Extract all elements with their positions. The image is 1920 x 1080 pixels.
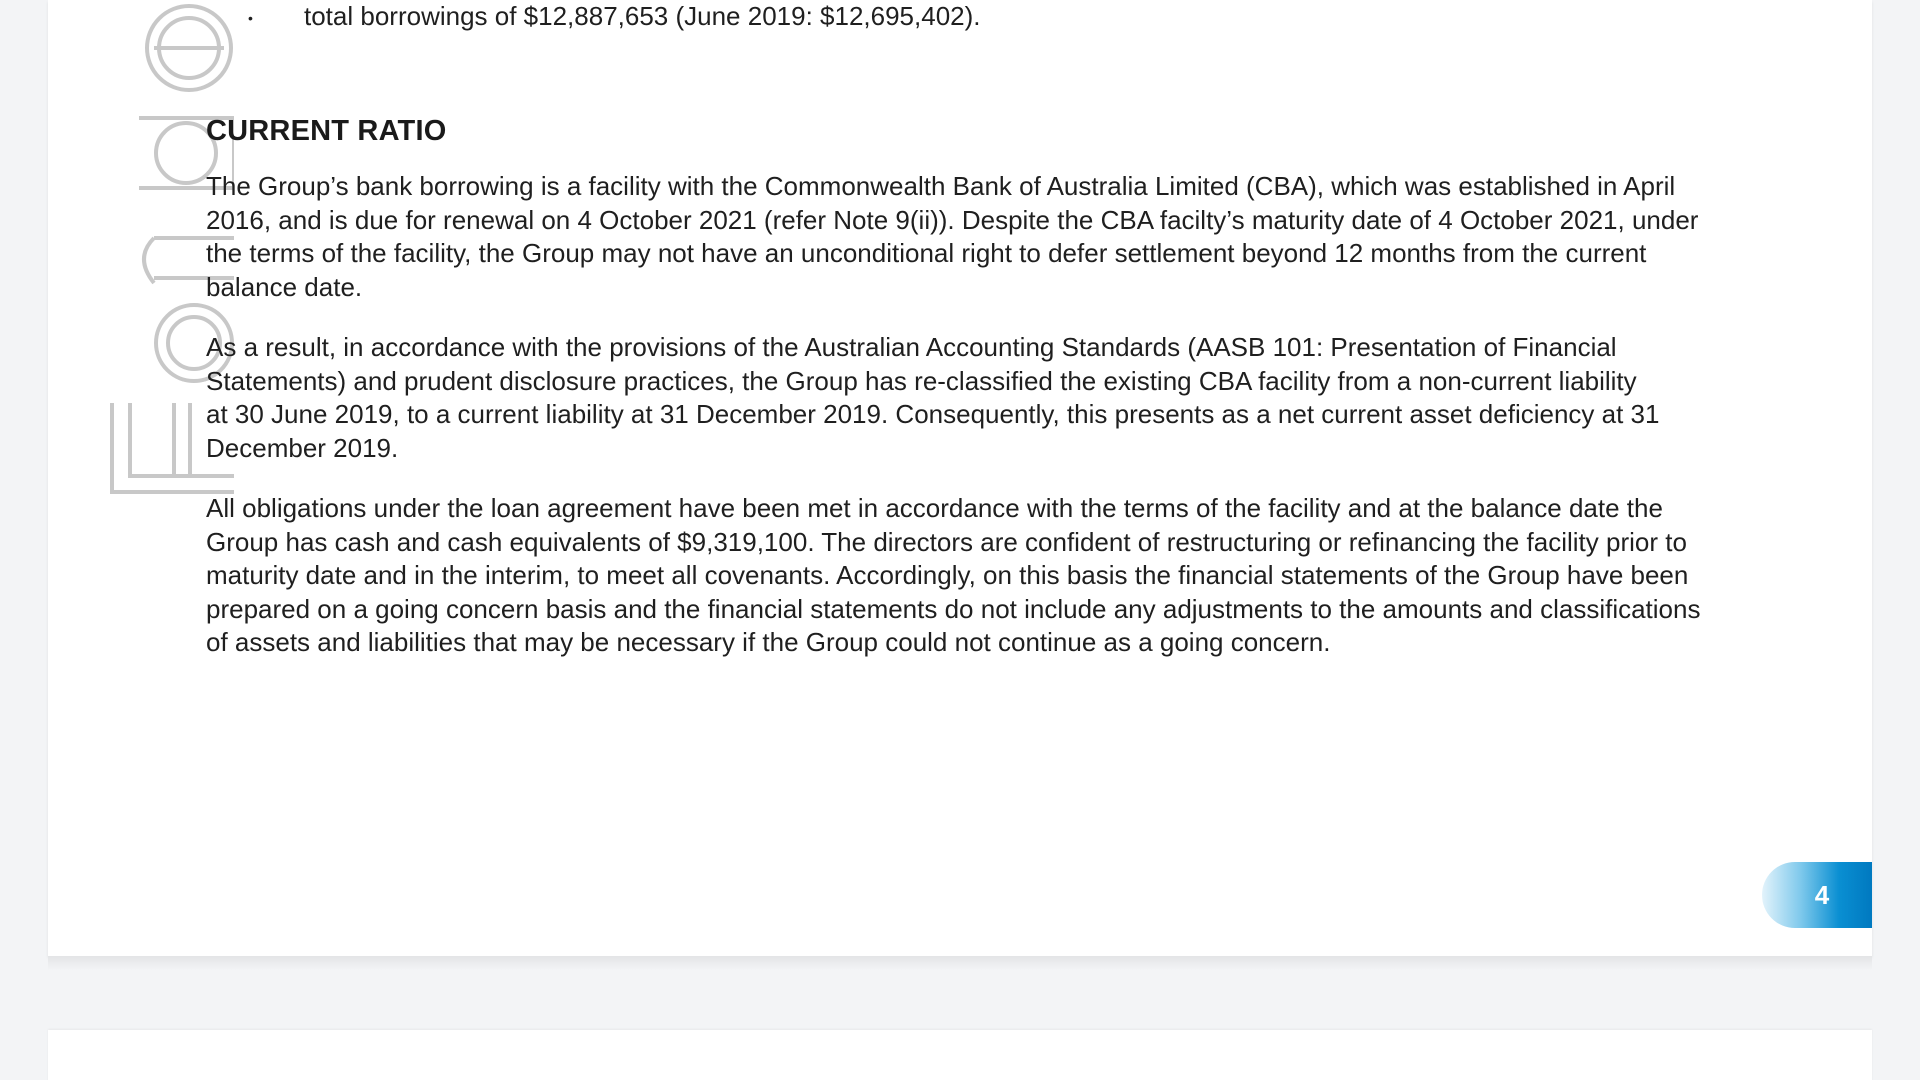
page-number-badge: 4 [1762, 862, 1872, 928]
paragraph-line: maturity date and in the interim, to meet all covenants. Accordingly, on this basis the financial statements of the Group have been [206, 560, 1689, 590]
paragraph-line: Statements) and prudent disclosure practices, the Group has re-classified the existing CBA facility from a non-current liability [206, 365, 1637, 396]
paragraph-line: Group has cash and cash equivalents of $9,319,100. The directors are confident of restructuring or refinancing the facility prior to [206, 526, 1687, 557]
paragraph-line: at 30 June 2019, to a current liability at 31 December 2019. Consequently, this presents as a net current asset deficiency at 31 [206, 399, 1660, 429]
paragraph-line: prepared on a going concern basis and the financial statements do not include any adjustments to the amounts and classifications [206, 593, 1701, 624]
section-heading: CURRENT RATIO [206, 115, 447, 147]
page-separator [48, 956, 1872, 970]
document-page [48, 0, 1872, 956]
paragraph-line: 2016, and is due for renewal on 4 October 2021 (refer Note 9(ii)). Despite the CBA facilty’s maturity date of 4 October 2021, under [206, 204, 1699, 235]
bullet-marker: • [248, 10, 253, 26]
paragraph-line: December 2019. [206, 432, 399, 463]
paragraph-line: the terms of the facility, the Group may not have an unconditional right to defer settlement beyond 12 months from the current [206, 238, 1647, 268]
bullet-text: total borrowings of $12,887,653 (June 2019: $12,695,402). [304, 1, 981, 31]
paragraph-line: of assets and liabilities that may be necessary if the Group could not continue as a going concern. [206, 627, 1331, 657]
paragraph-line: All obligations under the loan agreement have been met in accordance with the terms of the facility and at the balance date the [206, 493, 1663, 523]
paragraph-line: balance date. [206, 271, 363, 302]
paragraph-line: The Group’s bank borrowing is a facility with the Commonwealth Bank of Australia Limited (CBA), which was established in April [206, 171, 1676, 201]
next-page [48, 1030, 1872, 1080]
paragraph-3 [206, 492, 1806, 660]
paragraph-1 [206, 170, 1806, 304]
paragraph-line: As a result, in accordance with the provisions of the Australian Accounting Standards (AASB 101: Presentation of Financial [206, 332, 1617, 362]
paragraph-2 [206, 331, 1806, 465]
